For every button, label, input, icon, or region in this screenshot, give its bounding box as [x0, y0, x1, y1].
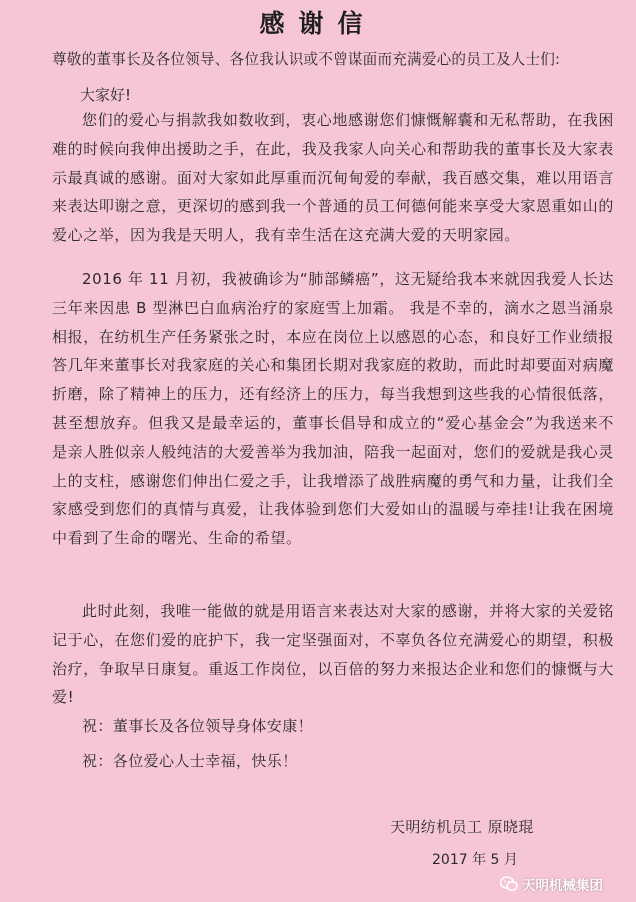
letter-date: 2017 年 5 月: [432, 852, 518, 868]
letter-paragraph-2: 2016 年 11 月初，我被确诊为“肺部鳞癌”，这无疑给我本来就因我爱人长达三年来因患 B 型淋巴白血病治疗的家庭雪上加霜。 我是不幸的，滴水之恩当涌泉相报，在纺机生产任务紧张之时，本应在岗位上以感恩的心态，和良好工作业绩报答几年来董事长对我家庭的关心和集团长期对我家庭的救助，而此时却要面对病魔折磨，除了精神上的压力，还有经济上的压力，每当我想到这些我的心情很低落，甚至想放弃。但我又是最幸运的，董事长倡导和成立的“爱心基金会”为我送来不是亲人胜似亲人般纯洁的大爱善举为我加油，陪我一起面对，您们的爱就是我心灵上的支柱，感谢您们伸出仁爱之手，让我增添了战胜病魔的勇气和力量，让我们全家感受到您们的真情与真爱，让我体验到您们大爱如山的温暖与牵挂!让我在困境中看到了生命的曙光、生命的希望。: [52, 270, 614, 548]
letter-greeting: 大家好!: [80, 86, 132, 104]
wechat-icon: [500, 876, 518, 892]
letter-salutation: 尊敬的董事长及各位领导、各位我认识或不曾谋面而充满爱心的员工及人士们:: [52, 51, 561, 68]
letter-paragraph-3: 此时此刻，我唯一能做的就是用语言来表达对大家的感谢，并将大家的关爱铭记于心，在您们爱的庇护下，我一定坚强面对，不辜负各位充满爱心的期望，积极治疗，争取早日康复。重返工作岗位，以百倍的努力来报达企业和您们的慷慨与大爱!: [52, 602, 614, 707]
letter-title: 感谢信: [259, 9, 377, 38]
watermark: [500, 874, 603, 894]
letter-wish-1: 祝：董事长及各位领导身体安康！: [82, 717, 314, 735]
letter-wish-2: 祝：各位爱心人士幸福，快乐！: [82, 752, 298, 770]
letter-signature: 天明纺机员工 原晓琨: [390, 818, 534, 836]
watermark-text: 天明机械集团: [522, 878, 603, 894]
letter-paragraph-1: 您们的爱心与捐款我如数收到，衷心地感谢您们慷慨解囊和无私帮助，在我困难的时候向我伸出援助之手，在此，我及我家人向关心和帮助我的董事长及大家表示最真诚的感谢。面对大家如此厚重而沉甸甸爱的奉献，我百感交集，难以用语言来表达叩谢之意，更深切的感到我一个普通的员工何德何能来享受大家恩重如山的爱心之举，因为我是天明人，我有幸生活在这充满大爱的天明家园。: [52, 111, 614, 245]
